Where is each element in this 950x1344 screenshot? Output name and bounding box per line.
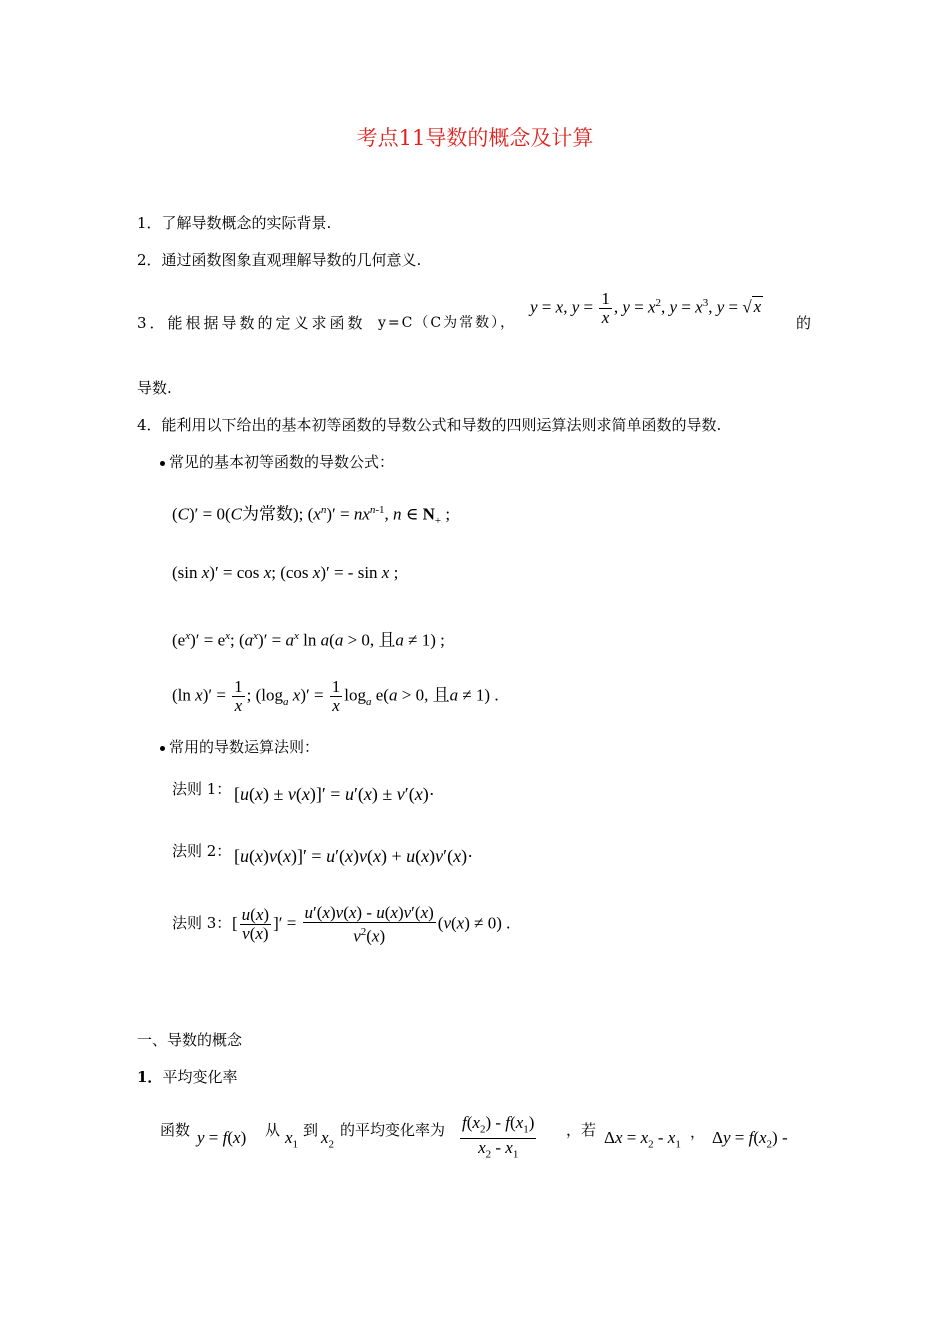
subsection-heading: 1．平均变化率: [137, 1068, 238, 1086]
objective-3-end: 导数.: [137, 379, 172, 397]
avg-rate-text-3: 到: [303, 1121, 319, 1139]
avg-rate-function: y = f(x): [197, 1128, 247, 1147]
avg-rate-x1: $x_1$: [285, 1128, 299, 1151]
objective-3-constant: y=C（C为常数），: [378, 315, 517, 331]
rule-1-formula: [u(x) ± v(x)]′ = u′(x) ± v′(x)·: [234, 784, 435, 804]
objective-3-formula: y = x, y = $\frac{1}{x}$ , $y = x^2$, $y = x^3$, y = √ x: [530, 289, 762, 327]
rule-2-formula: [u(x)v(x)]′ = u′(x)v(x) + u(x)v′(x)·: [234, 846, 474, 866]
objective-3-text: 3．能根据导数的定义求函数: [137, 314, 366, 332]
avg-rate-fraction: $\frac{f(x_2) - f(x_1)}{x_2 - x_1}$: [462, 1113, 535, 1161]
formula-constant-power: (C)′ = 0(C为常数); $(x^n)' = nx^{n-1}$, n ∈ $N_+$ ;: [172, 504, 451, 528]
avg-rate-x2: $x_2$: [321, 1128, 335, 1151]
avg-rate-text-1: 函数: [160, 1121, 191, 1139]
rule-3-label: 法则 3：: [172, 914, 232, 932]
avg-rate-comma: ，: [690, 1123, 706, 1141]
avg-rate-text-4: 的平均变化率为: [340, 1121, 446, 1139]
objective-2: 2．通过函数图象直观理解导数的几何意义.: [137, 251, 422, 269]
formula-exp: $(e^x)' = e^x$; $(a^x)' = a^x$ ln a(a > 0, 且a ≠ 1) ;: [172, 630, 445, 650]
rule-2-label: 法则 2：: [172, 842, 232, 860]
bullet-rules: 常用的导数运算法则：: [160, 737, 319, 757]
bullet-icon: [160, 746, 165, 751]
avg-rate-text-5: ，若: [566, 1121, 597, 1139]
avg-rate-text-2: 从: [265, 1121, 281, 1139]
formula-log: (ln x)′ = $\frac{1}{x}$ ; ($\log_a$ x)′ = $\frac{1}{x}$ $\log_a e(a > 0$, 且a ≠ 1) .: [172, 677, 499, 715]
page-title: 考点11导数的概念及计算: [356, 126, 594, 150]
rule-1-label: 法则 1：: [172, 780, 232, 798]
objective-1: 1．了解导数概念的实际背景.: [137, 214, 332, 232]
rule-3-formula: [ $\frac{u(x)}{v(x)}$ ]′ = $\frac{u'(x)v(x) - u(x)v'(x)}{v^2(x)}$ (v(x) ≠ 0) .: [232, 903, 511, 946]
formula-trig: (sin x)′ = cos x; (cos x)′ = - sin x ;: [172, 563, 399, 582]
bullet-formulas: 常见的基本初等函数的导数公式：: [160, 452, 394, 472]
avg-rate-delta-x: $\Delta x = x_2 - x_1$: [604, 1128, 681, 1151]
bullet-icon: [160, 461, 165, 466]
objective-4: 4．能利用以下给出的基本初等函数的导数公式和导数的四则运算法则求简单函数的导数.: [137, 416, 722, 434]
avg-rate-delta-y: $\Delta y = f(x_2)$ -: [712, 1128, 788, 1151]
section-heading: 一、导数的概念: [137, 1031, 243, 1049]
objective-3-tail: 的: [796, 314, 812, 332]
